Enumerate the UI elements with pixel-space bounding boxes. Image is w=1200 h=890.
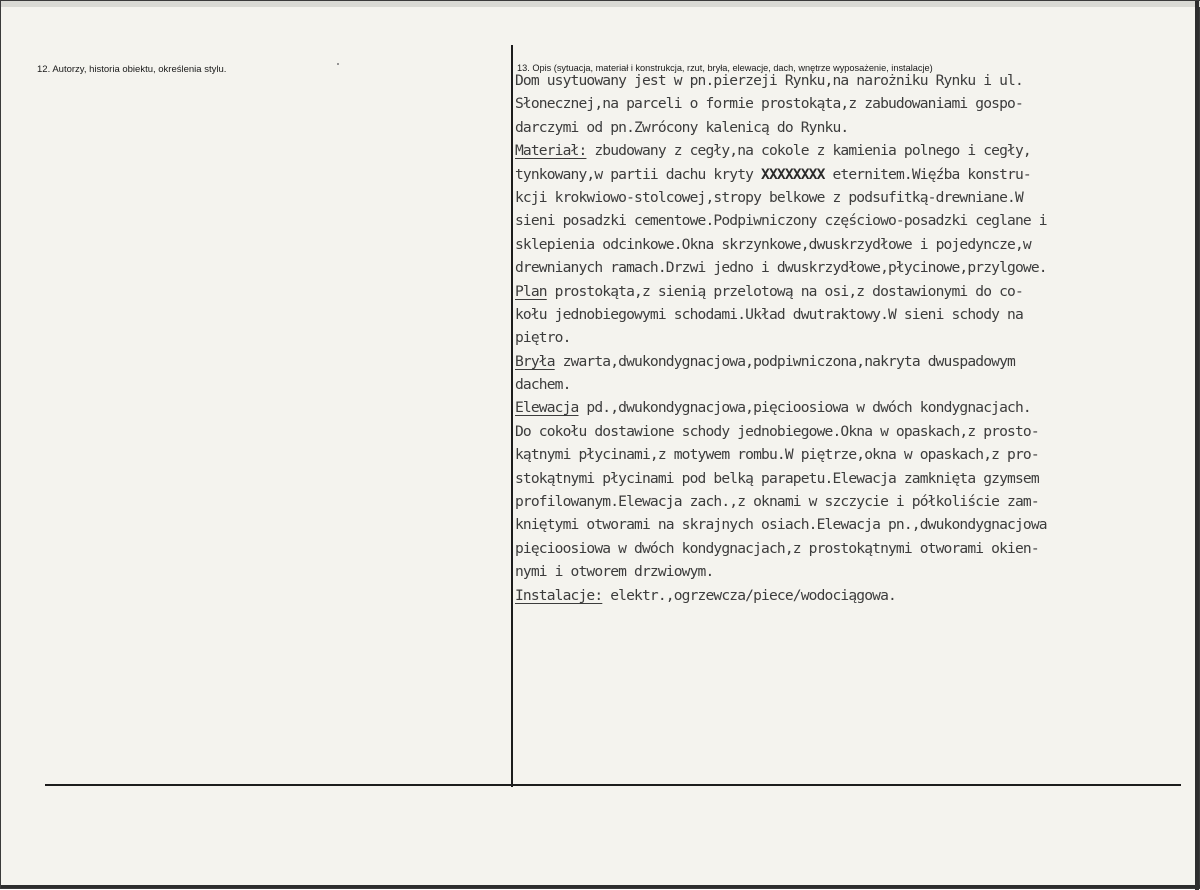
- typed-line: [515, 256, 1199, 279]
- typed-line: [515, 420, 1199, 443]
- section-heading: Bryła: [515, 352, 555, 370]
- section-heading: Instalacje:: [515, 586, 603, 604]
- line-text: drewnianych ramach.Drzwi jedno i dwuskrzydłowe,płycinowe,przylgowe.: [515, 259, 1047, 277]
- typed-line: [515, 303, 1199, 326]
- field-13-label: 13. Opis (sytuacja, materiał i konstrukcja, rzut, bryła, elewacje, dach, wnętrze wyposażenie, instalacje): [517, 63, 933, 73]
- line-text: darczymi od pn.Zwrócony kalenicą do Rynku.: [515, 118, 849, 136]
- line-text: Do cokołu dostawione schody jednobiegowe.Okna w opaskach,z prosto-: [515, 422, 1039, 440]
- line-text: Dom usytuowany jest w pn.pierzeji Rynku,na narożniku Rynku i ul.: [515, 72, 1023, 89]
- section-heading: Elewacja: [515, 399, 579, 417]
- line-text: nymi i otworem drzwiowym.: [515, 563, 714, 581]
- typed-line: [515, 209, 1199, 232]
- line-text: kcji krokwiowo-stolcowej,stropy belkowe z podsufitką-drewniane.W: [515, 188, 1023, 206]
- line-text: pięcioosiowa w dwóch kondygnacjach,z prostokątnymi otworami okien-: [515, 539, 1039, 557]
- typed-line: [515, 560, 1199, 583]
- line-text: kątnymi płycinami,z motywem rombu.W piętrze,okna w opaskach,z pro-: [515, 446, 1039, 464]
- line-text: zbudowany z cegły,na cokole z kamienia polnego i cegły,: [586, 142, 1031, 160]
- typed-line: [515, 92, 1199, 115]
- scan-bottom-edge: [1, 885, 1200, 888]
- line-text: dachem.: [515, 376, 571, 394]
- typed-line: [515, 490, 1199, 513]
- field-12-label: 12. Autorzy, historia obiektu, określenia stylu.: [37, 64, 227, 75]
- typed-line: [515, 513, 1199, 536]
- line-text: prostokąta,z sienią przelotową na osi,z dostawionymi do co-: [546, 282, 1023, 300]
- typed-line: [515, 116, 1199, 139]
- line-text: kniętymi otworami na skrajnych osiach.Elewacja pn.,dwukondygnacjowa: [515, 516, 1047, 534]
- column-divider: [511, 45, 513, 787]
- line-text-tail: eternitem.Więźba konstru-: [824, 165, 1031, 183]
- line-text: stokątnymi płycinami pod belką parapetu.Elewacja zamknięta gzymsem: [515, 469, 1039, 487]
- typed-line: [515, 326, 1199, 349]
- speck-mark: [337, 63, 339, 65]
- line-text: tynkowany,w partii dachu kryty: [515, 165, 762, 183]
- typed-line: [515, 350, 1199, 373]
- typed-line: [515, 396, 1199, 419]
- line-text: elektr.,ogrzewcza/piece/wodociągowa.: [602, 586, 896, 604]
- line-text: piętro.: [515, 329, 571, 347]
- typed-line: [515, 139, 1199, 162]
- typed-line: [515, 186, 1199, 209]
- typed-line: [515, 373, 1199, 396]
- line-text: sklepienia odcinkowe.Okna skrzynkowe,dwuskrzydłowe i pojedyncze,w: [515, 235, 1031, 253]
- typed-line: [515, 584, 1199, 607]
- section-heading: Materiał:: [515, 142, 587, 160]
- typed-description: [515, 69, 1199, 607]
- line-text: zwarta,dwukondygnacjowa,podpiwniczona,nakryta dwuspadowym: [554, 352, 1015, 370]
- scan-top-edge: [1, 1, 1200, 7]
- typed-line: [515, 233, 1199, 256]
- line-text: Słonecznej,na parceli o formie prostokąta,z zabudowaniami gospo-: [515, 95, 1023, 113]
- typed-line: [515, 467, 1199, 490]
- line-text: pd.,dwukondygnacjowa,pięcioosiowa w dwóch kondygnacjach.: [578, 399, 1031, 417]
- typed-line: [515, 280, 1199, 303]
- line-text: profilowanym.Elewacja zach.,z oknami w szczycie i półkoliście zam-: [515, 493, 1039, 511]
- typed-line: [515, 537, 1199, 560]
- line-text: sieni posadzki cementowe.Podpiwniczony częściowo-posadzki ceglane i: [515, 212, 1047, 230]
- line-text: kołu jednobiegowymi schodami.Układ dwutraktowy.W sieni schody na: [515, 305, 1023, 323]
- section-heading: Plan: [515, 282, 547, 300]
- typed-line: [515, 163, 1199, 186]
- struck-out-text: XXXXXXXX: [761, 165, 825, 183]
- typed-line: [515, 443, 1199, 466]
- bottom-rule: [45, 784, 1181, 786]
- typed-line: [515, 69, 1199, 92]
